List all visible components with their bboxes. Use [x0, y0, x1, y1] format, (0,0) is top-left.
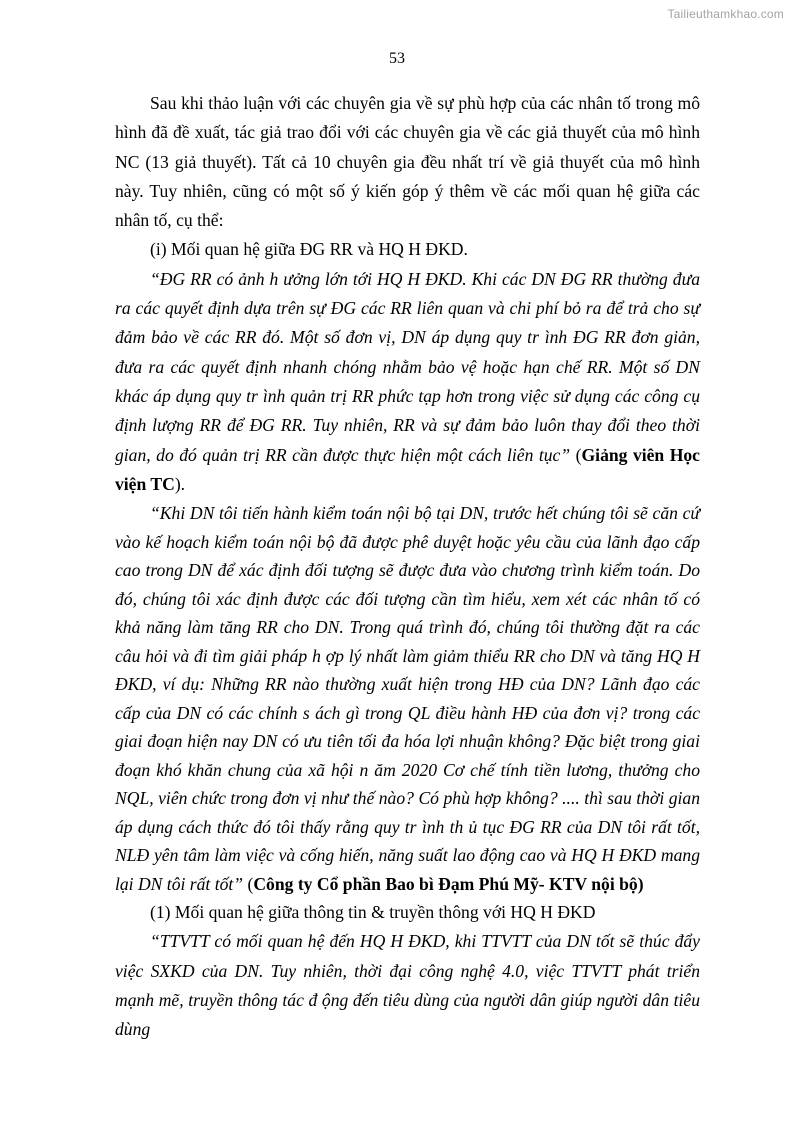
quote-1-open: ( [570, 444, 582, 465]
quote-2-text: “Khi DN tôi tiến hành kiểm toán nội bộ tại DN, trước hết chúng tôi sẽ căn cứ vào kế hoạch kiểm toán nội bộ đã được phê duyệt hoặc yêu cầu của lãnh đạo cấp cao trong DN để xác định đối tượng sẽ được đưa vào chương trình kiểm toán. Do đó, chúng tôi xác định được các đối tượng cần tìm hiểu, xem xét các nhân tố có khả năng làm tăng RR cho DN. Trong quá trình đó, chúng tôi thường đặt ra các câu hỏi và đi tìm giải pháp h ợp lý nhất làm giảm thiểu RR cho DN và tăng HQ H ĐKD, ví dụ: Những RR nào thường xuất hiện trong HĐ của DN? Lãnh đạo các cấp của DN có các chính s ách gì trong QL điều hành HĐ của đơn vị? trong các giai đoạn hiện nay DN có ưu tiên tối đa hóa lợi nhuận không? Đặc biệt trong giai đoạn khó khăn chung của xã hội n ăm 2020 Cơ chế tính tiền lương, thưởng cho NQL, viên chức trong đơn vị như thế nào? Có phù hợp không? .... thì sau thời gian áp dụng cách thức đó tôi thấy rằng quy tr ình th ủ tục ĐG RR của DN tôi rất tốt, NLĐ yên tâm làm việc và cống hiến, năng suất lao động cao và HQ H ĐKD mang lại DN tôi rất tốt” [115, 503, 700, 894]
quote-2-source: Công ty Cổ phần Bao bì Đạm Phú Mỹ- KTV nội bộ) [253, 873, 644, 894]
quote-1-close: ). [174, 473, 186, 494]
expert-quote-2 [115, 499, 700, 898]
page-number: 53 [389, 50, 405, 67]
section-heading-2: (1) Mối quan hệ giữa thông tin & truyền thông với HQ H ĐKD [150, 902, 596, 923]
expert-quote-1 [115, 265, 700, 499]
quote-1-text: “ĐG RR có ảnh h ưởng lớn tới HQ H ĐKD. Khi các DN ĐG RR thường đưa ra các quyết định dựa trên sự ĐG các RR liên quan và chi phí bỏ ra để trả cho sự đảm bảo về các RR đó. Một số đơn vị, DN áp dụng quy tr ình ĐG RR đơn giản, đưa ra các quyết định nhanh chóng nhằm bảo vệ hoặc hạn chế RR. Một số DN khác áp dụng quy tr ình quản trị RR phức tạp hơn trong việc sử dụng các công cụ định lượng RR để ĐG RR. Tuy nhiên, RR và sự đảm bảo luôn thay đổi theo thời gian, do đó quản trị RR cần được thực hiện một cách liên tục” [115, 268, 700, 465]
document-body [115, 89, 700, 1045]
quote-1-source: Giảng viên Học viện TC [115, 444, 700, 494]
section-heading-1: (i) Mối quan hệ giữa ĐG RR và HQ H ĐKD. [150, 239, 468, 260]
expert-quote-3 [115, 927, 700, 1044]
watermark: Tailieuthamkhao.com [667, 7, 784, 21]
intro-paragraph: Sau khi thảo luận với các chuyên gia về sự phù hợp của các nhân tố trong mô hình đã đề xuất, tác giả trao đổi với các chuyên gia về các giả thuyết của mô hình NC (13 giả thuyết). Tất cả 10 chuyên gia đều nhất trí về giả thuyết của mô hình này. Tuy nhiên, cũng có một số ý kiến góp ý thêm về các mối quan hệ giữa các nhân tố, cụ thể: [115, 93, 700, 231]
quote-3-text: “TTVTT có mối quan hệ đến HQ H ĐKD, khi TTVTT của DN tốt sẽ thúc đẩy việc SXKD của DN. Tuy nhiên, thời đại công nghệ 4.0, việc TTVTT phát triển mạnh mẽ, truyền thông tác đ ộng đến tiêu dùng của người dân giúp người dân tiêu dùng [115, 931, 700, 1040]
quote-2-open: ( [243, 873, 254, 894]
